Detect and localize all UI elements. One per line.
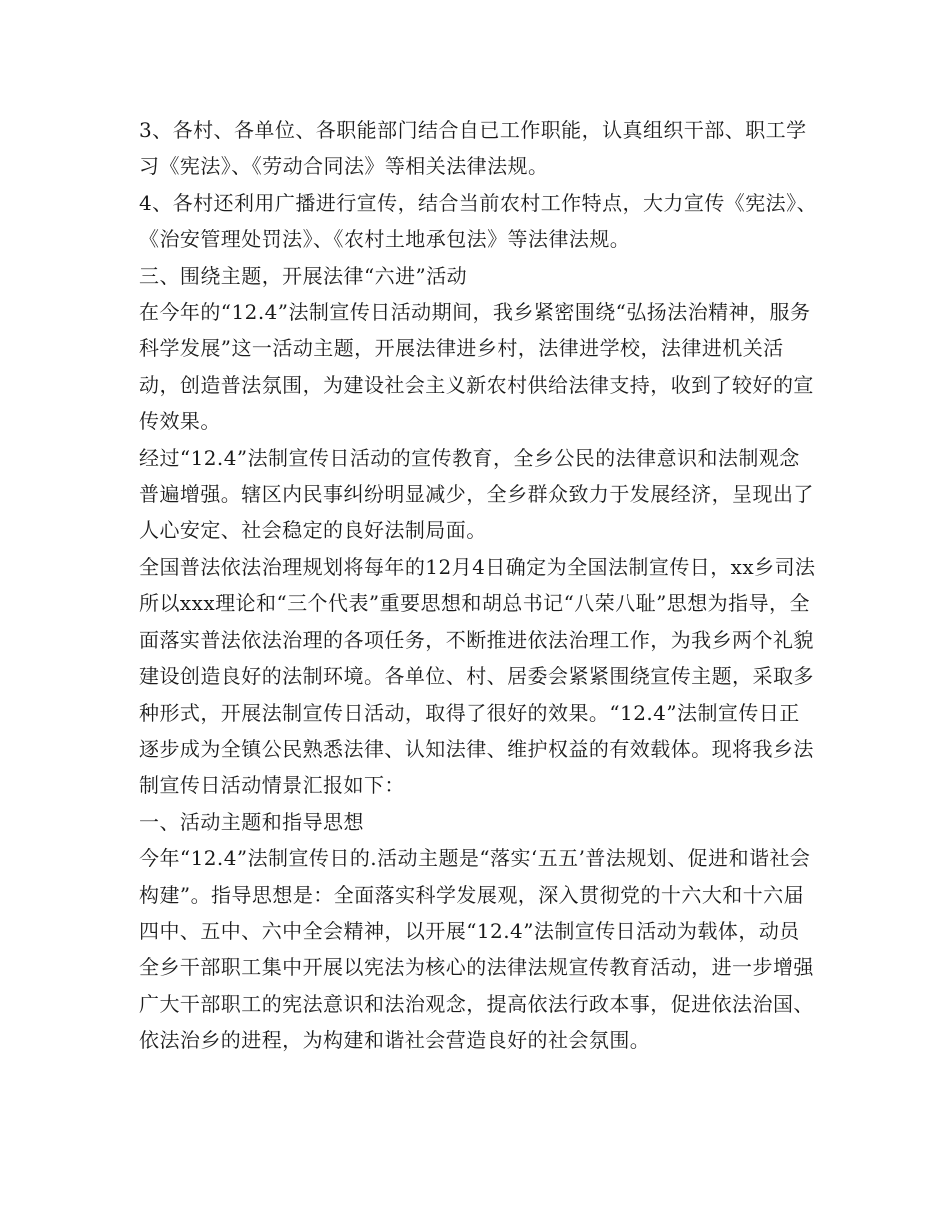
- paragraph-education-result: 经过“12.4”法制宣传日活动的宣传教育，全乡公民的法律意识和法制观念普遍增强。辖区内民事纠纷明显减少，全乡群众致力于发展经济，呈现出了人心安定、社会稳定的良好法制局面。: [139, 445, 814, 543]
- paragraph-item-4: 4、各村还利用广播进行宣传，结合当前农村工作特点，大力宣传《宪法》、《治安管理处罚法》、《农村土地承包法》等法律法规。: [139, 190, 818, 252]
- paragraph-activity-period: 在今年的“12.4”法制宣传日活动期间，我乡紧密围绕“弘扬法治精神，服务科学发展”这一活动主题，开展法律进乡村，法律进学校，法律进机关活动，创造普法氛围，为建设社会主义新农村供给法律支持，收到了较好的宣传效果。: [139, 300, 814, 434]
- paragraph-national-plan: 全国普法依法治理规划将每年的12月4日确定为全国法制宣传日，xx乡司法所以xxx理论和“三个代表”重要思想和胡总书记“八荣八耻”思想为指导，全面落实普法依法治理的各项任务，不断推进依法治理工作，为我乡两个礼貌建设创造良好的法制环境。各单位、村、居委会紧紧围绕宣传主题，采取多种形式，开展法制宣传日活动，取得了很好的效果。“12.4”法制宣传日正逐步成为全镇公民熟悉法律、认知法律、维护权益的有效载体。现将我乡法制宣传日活动情景汇报如下：: [139, 554, 816, 798]
- document-body: [139, 112, 819, 1059]
- section-heading-one: 一、活动主题和指导思想: [139, 809, 364, 834]
- section-heading-three: 三、围绕主题，开展法律“六进”活动: [139, 263, 468, 288]
- paragraph-item-3: 3、各村、各单位、各职能部门结合自已工作职能，认真组织干部、职工学习《宪法》、《劳动合同法》等相关法律法规。: [139, 118, 807, 179]
- paragraph-theme-guidance: 今年“12.4”法制宣传日的.活动主题是“落实‘五五’普法规划、促进和谐社会构建”。指导思想是：全面落实科学发展观，深入贯彻党的十六大和十六届四中、五中、六中全会精神，以开展“12.4”法制宣传日活动为载体，动员全乡干部职工集中开展以宪法为核心的法律法规宣传教育活动，进一步增强广大干部职工的宪法意识和法治观念，提高依法行政本事，促进依法治国、依法治乡的进程，为构建和谐社会营造良好的社会氛围。: [139, 846, 814, 1053]
